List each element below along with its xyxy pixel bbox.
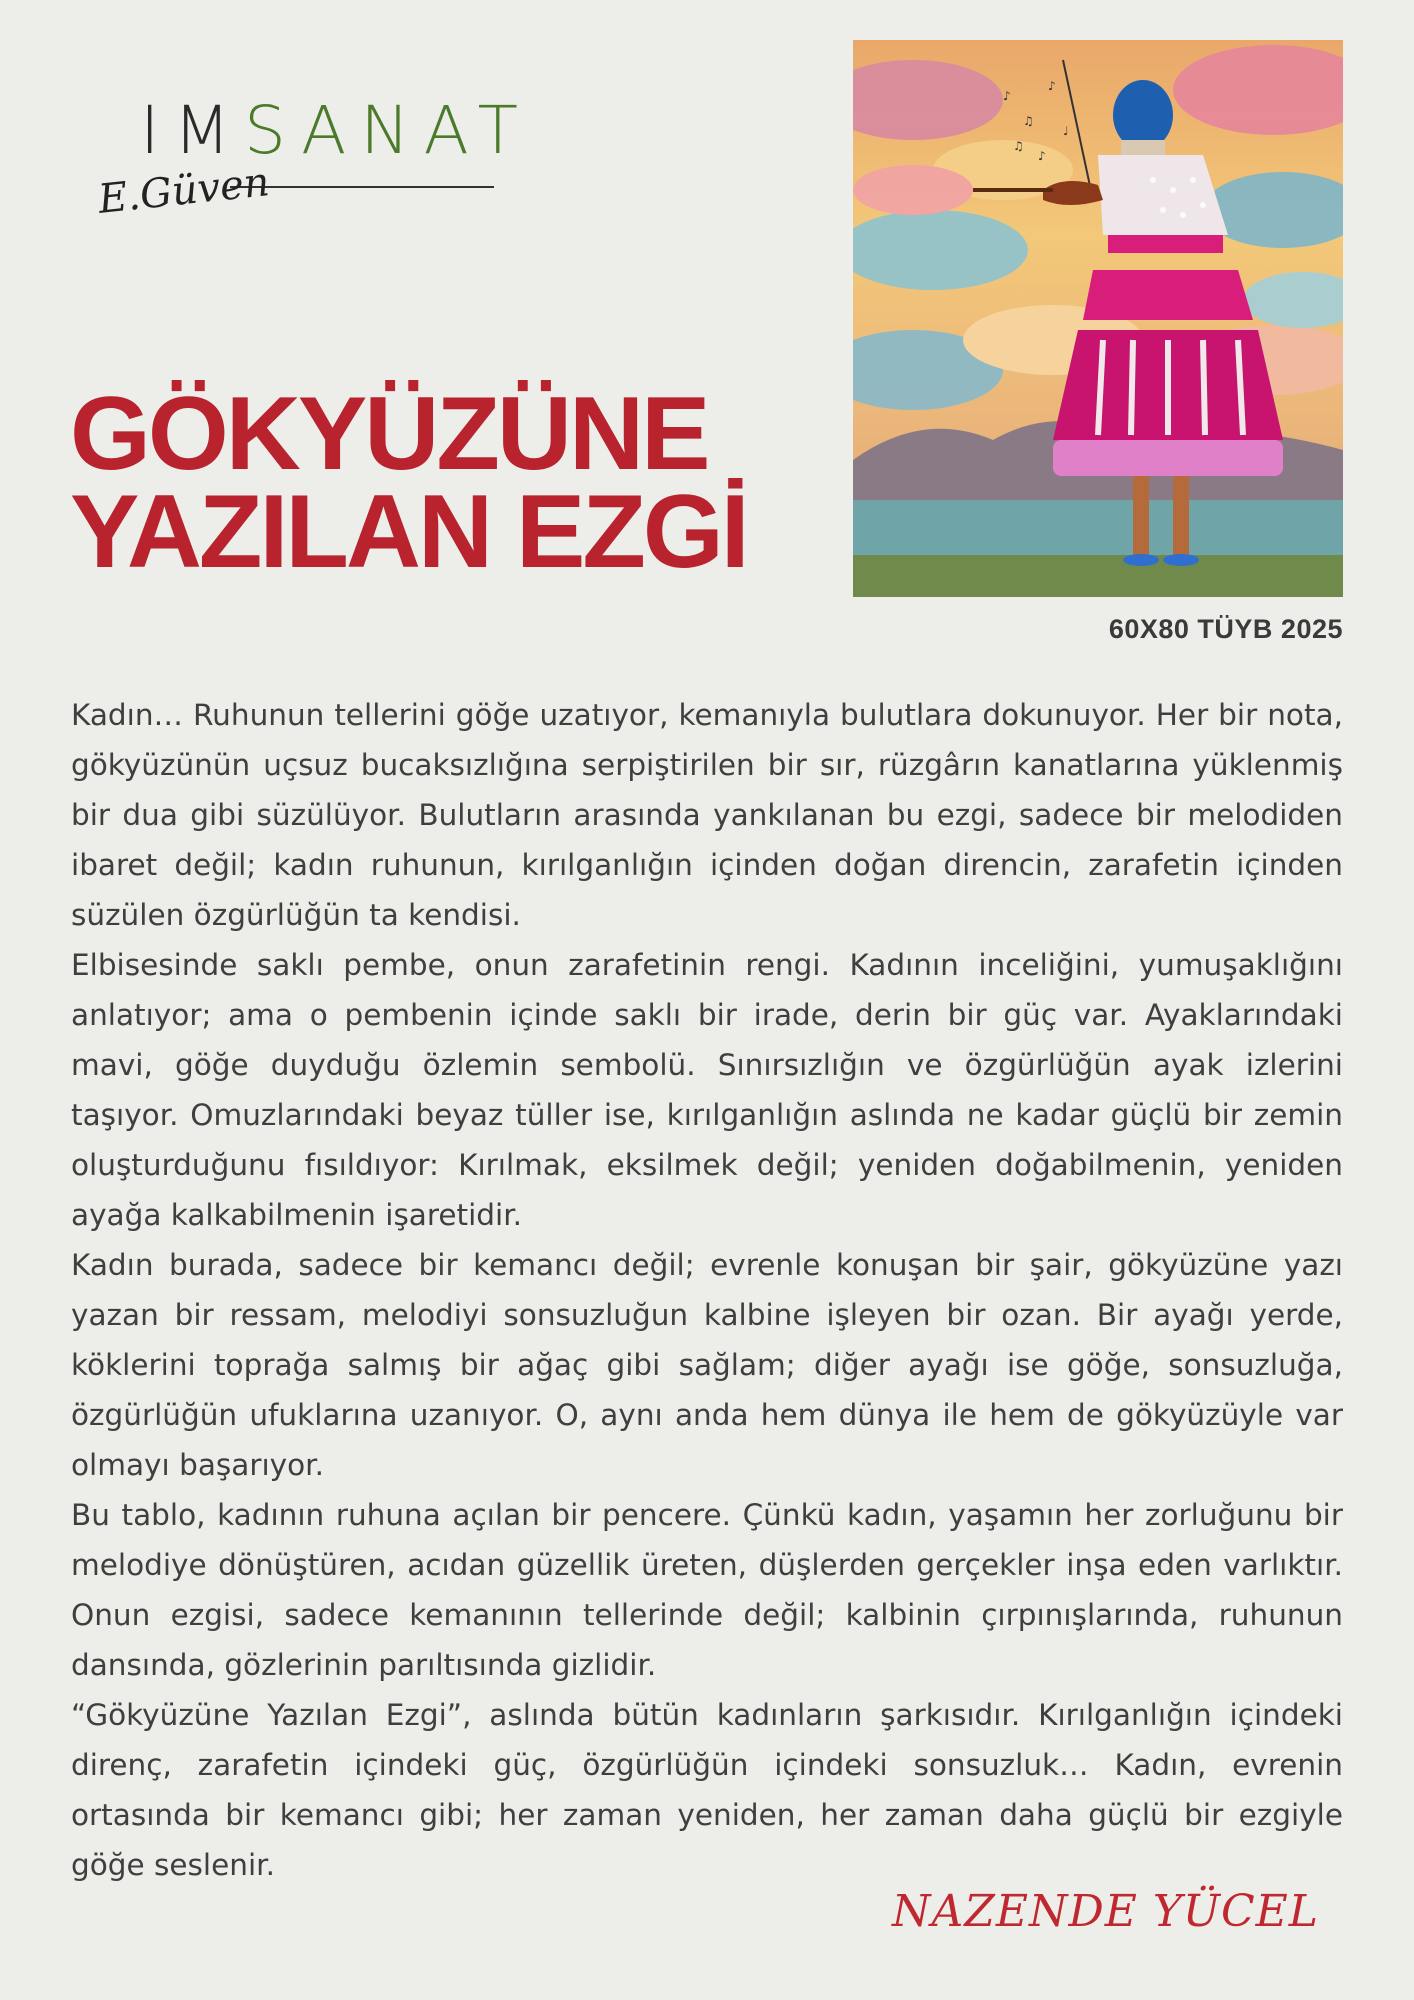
paragraph: Kadın… Ruhunun tellerini göğe uzatıyor, kemanıyla bulutlara dokunuyor. Her bir nota, gökyüzünün uçsuz bucaksızlığına serpiştirilen bir sır, rüzgârın kanatlarına yüklenmiş bir dua gibi süzülüyor. Bulutların arasında yankılanan bu ezgi, sadece bir melodiden ibaret değil; kadın ruhunun, kırılganlığın içinden doğan direncin, zarafetin içinden süzülen özgürlüğün ta kendisi. <box>71 698 1343 932</box>
title-line-2: YAZILAN EZGİ <box>70 474 747 590</box>
brand-logo <box>96 92 532 238</box>
paragraph: “Gökyüzüne Yazılan Ezgi”, aslında bütün kadınların şarkısıdır. Kırılganlığın içindeki direnç, zarafetin içindeki güç, özgürlüğün içindeki sonsuzluk… Kadın, evrenin ortasında bir kemancı gibi; her zaman yeniden, her zaman daha güçlü bir ezgiyle göğe seslenir. <box>71 1698 1343 1882</box>
paragraph: Kadın burada, sadece bir kemancı değil; evrenle konuşan bir şair, gökyüzüne yazı yazan bir ressam, melodiyi sonsuzluğun kalbine işleyen bir ozan. Bir ayağı yerde, köklerini toprağa salmış bir ağaç gibi sağlam; diğer ayağı ise göğe, sonsuzluğa, özgürlüğün ufuklarına uzanıyor. O, aynı anda hem dünya ile hem de gökyüzüyle var olmayı başarıyor. <box>71 1248 1343 1482</box>
article-body <box>71 690 1343 1890</box>
svg-text:♪: ♪ <box>1048 79 1056 93</box>
svg-text:♩: ♩ <box>1063 124 1069 138</box>
painting-illustration <box>853 40 1343 597</box>
logo-im-text: IM <box>140 92 245 169</box>
paragraph: Elbisesinde saklı pembe, onun zarafetinin rengi. Kadının inceliğini, yumuşaklığını anlatıyor; ama o pembenin içinde saklı bir irade, derin bir güç var. Ayaklarındaki mavi, göğe duyduğu özlemin sembolü. Sınırsızlığın ve özgürlüğün ayak izlerini taşıyor. Omuzlarındaki beyaz tüller ise, kırılganlığın aslında ne kadar güçlü bir zemin oluşturduğunu fısıldıyor: Kırılmak, eksilmek değil; yeniden doğabilmenin, yeniden ayağa kalkabilmenin işaretidir. <box>71 948 1343 1232</box>
painting-image <box>853 40 1343 597</box>
page-title <box>70 376 810 590</box>
author-signature: NAZENDE YÜCEL <box>892 1886 1319 1937</box>
svg-text:♫: ♫ <box>1023 114 1034 128</box>
logo-signature: E.Güven <box>96 159 272 223</box>
svg-text:♪: ♪ <box>1003 89 1011 103</box>
svg-text:♫: ♫ <box>1013 139 1024 153</box>
painting-caption: 60X80 TÜYB 2025 <box>1108 614 1343 644</box>
paragraph: Bu tablo, kadının ruhuna açılan bir pencere. Çünkü kadın, yaşamın her zorluğunu bir melodiye dönüştüren, acıdan güzellik üreten, düşlerden gerçekler inşa eden varlıktır. Onun ezgisi, sadece kemanının tellerinde değil; kalbinin çırpınışlarında, ruhunun dansında, gözlerinin parıltısında gizlidir. <box>71 1498 1343 1682</box>
svg-text:♪: ♪ <box>1038 149 1046 163</box>
logo-sanat-text: SANAT <box>244 92 532 169</box>
title-line-1: GÖKYÜZÜNE <box>70 376 708 492</box>
